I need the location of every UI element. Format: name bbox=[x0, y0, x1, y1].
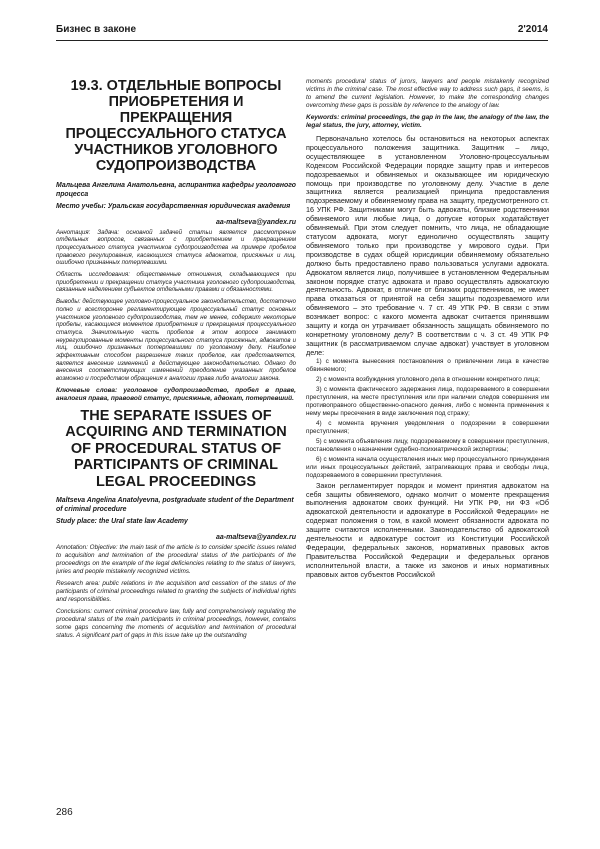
abstract-en-annotation: Annotation: Objective: the main task of the article is to consider specific issues related to acquisition and termination of the procedural status of the participants of the proceedings on the example of the legal deficiencies relating to the status of lawyers, juries and people mistakenly recognized victims. bbox=[56, 543, 296, 575]
left-column bbox=[56, 78, 296, 644]
issue-number: 2'2014 bbox=[517, 24, 548, 35]
article-title-en: THE SEPARATE ISSUES OF ACQUIRING AND TERMINATION OF PROCEDURAL STATUS OF PARTICIPANTS OF CRIMINAL LEGAL PROCEEDINGS bbox=[65, 407, 287, 490]
journal-name: Бизнес в законе bbox=[56, 24, 137, 35]
body-paragraph-2: Закон регламентирует порядок и момент принятия адвокатом на себя защиты обвиняемого, однако молчит о моменте прекращения выполнения адвокатом своих функций. Ни УПК РФ, ни ФЗ «Об адвокатской деятельности и адвокатуре в Российской Федерации» не содержат положения о том, в какой момент обязанности адвоката по защите считаются исполненными. Законодательство об адвокатской деятельности и адвокатуре состоит из Конституции Российской Федерации, федеральных законов, нормативных правовых актов Правительства Российской Федерации и федеральных органов исполнительной власти, а также из законов и иных нормативных правовых актов субъектов Российской bbox=[306, 480, 549, 579]
page-number: 286 bbox=[56, 807, 73, 818]
list-item: 3) с момента фактического задержания лица, подозреваемого в совершении преступления, на месте преступления или при наличии следов совершения им противоправного общественно-опасного деяния, либо с момента применения к нему меры пресечения в виде заключения под стражу; bbox=[306, 385, 549, 417]
author-email-ru[interactable]: aa-maltseva@yandex.ru bbox=[216, 218, 296, 226]
list-item: 6) с момента начала осуществления иных мер процессуального принуждения или иных процессуальных действий, затрагивающих права и свободы лица, подозреваемого в совершении преступления. bbox=[306, 455, 549, 479]
author-ru: Мальцева Ангелина Анатольевна, аспирантка кафедры уголовного процесса bbox=[56, 182, 296, 198]
abstract-en-area: Research area: public relations in the acquisition and cessation of the status of the participants of criminal proceedings related to granting the subjects of individual rights and responsibilities. bbox=[56, 579, 296, 603]
list-item: 5) с момента объявления лицу, подозреваемому в совершении преступления, постановления о назначении судебно-психиатрической экспертизы; bbox=[306, 437, 549, 453]
abstract-en-conclusions: Conclusions: current criminal procedure law, fully and comprehensively regulating the procedural status of the main participants in criminal proceedings, however, contains some gaps concerning the moments of acquisition and termination of procedural status. A significant part of gaps in this issue take up the outstanding bbox=[56, 607, 296, 639]
study-place-ru: Место учебы: Уральская государственная юридическая академия bbox=[56, 203, 291, 210]
abstract-ru-conclusions: Выводы: действующее уголовно-процессуальное законодательство, достаточно полно и всесторонне регламентирующее процессуальный статус основных участников уголовного судопроизводства, тем не менее, содержит некоторые пробелы, касающиеся моментов приобретения и прекращения процессуального статуса. Значительную часть пробелов в этом вопросе занимают неурегулированные моменты процессуального статуса присяжных, адвокатов и лиц, ошибочно признанных потерпевшими по уголовному делу. Наиболее эффективным способом разрешения таких пробелов, как представляется, является внесение изменений в действующее законодательство. Однако до внесения соответствующих изменений преодоление указанных пробелов возможно и посредством обращения к аналогии права либо аналогии закона. bbox=[56, 298, 296, 383]
moments-list bbox=[306, 358, 549, 480]
author-email-en[interactable]: aa-maltseva@yandex.ru bbox=[216, 533, 296, 541]
abstract-en-continued: moments procedural status of jurors, lawyers and people mistakenly recognized victims in the criminal case. The most effective way to address such gaps, it seems, is to amend the current legislation. However, to make the corresponding changes overcoming these gaps is possible by reference to the analogy of law. bbox=[306, 78, 549, 109]
keywords-ru: Ключевые слова: уголовное судопроизводство, пробел в праве, аналогия права, правовой статус, присяжные, адвокат, потерпевший. bbox=[56, 386, 296, 402]
running-header bbox=[56, 24, 548, 35]
list-item: 1) с момента вынесения постановления о привлечении лица в качестве обвиняемого; bbox=[306, 357, 549, 373]
body-paragraph-1: Первоначально хотелось бы остановиться на некоторых аспектах процессуального положения защитника. Защитник – лицо, осуществляющее в установленном Уголовно-процессуальным Кодексом Российской Федерации порядке защиту прав и интересов подозреваемых и обвиняемых и оказывающее им юридическую помощь при производстве по уголовному делу. Участие в деле защитника является реализацией принципа предоставления подозреваемому и обвиняемому права на защиту, предусмотренного ст. 16 УПК РФ. Защитниками могут быть адвокаты, близкие родственники обвиняемого или любые лица, о допуске которых ходатайствует обвиняемый. При этом следует помнить, что лица, не обладающие статусом адвоката, могут единолично осуществлять защиту обвиняемого только при производстве у мирового судьи. При производстве в судах общей юрисдикции обвиняемому обязательно должно быть предоставлено право пользоваться услугами адвоката. Адвокатом является лицо, получившее в установленном Федеральным законом порядке статус адвоката и право осуществлять адвокатскую деятельность. Адвокат, в отличие от близких родственников, не имеет права отказаться от принятой на себя защиты подозреваемого или обвиняемого – это требование ч. 7 ст. 49 УПК РФ. В связи с этим возникает вопрос: с какого момента адвокат считается принявшим защиту и когда он утрачивает обязанность защищать обвиняемого по конкретному уголовному делу? В соответствии с ч. 3 ст. 49 УПК РФ защитник (в рассматриваемом случае адвокат) участвует в уголовном деле: bbox=[306, 134, 549, 357]
keywords-en: Keywords: criminal proceedings, the gap in the law, the analogy of the law, the legal status, the jury, attorney, victim. bbox=[306, 114, 549, 129]
header-rule bbox=[56, 40, 548, 41]
author-en: Maltseva Angelina Anatolyevna, postgraduate student of the Department of criminal procedure bbox=[56, 497, 294, 513]
abstract-ru-task: Аннотация: Задача: основной задачей статьи является рассмотрение отдельных вопросов, связанных с приобретением и прекращением процессуального статуса участников судопроизводства на примере пробелов правового регулирования, касающихся статуса адвокатов, присяжных и лиц, ошибочно признанных потерпевшими. bbox=[56, 228, 296, 267]
list-item: 2) с момента возбуждения уголовного дела в отношении конкретного лица; bbox=[316, 375, 540, 383]
article-title-ru: 19.3. ОТДЕЛЬНЫЕ ВОПРОСЫ ПРИОБРЕТЕНИЯ И ПРЕКРАЩЕНИЯ ПРОЦЕССУАЛЬНОГО СТАТУСА УЧАСТНИКОВ УГОЛОВНОГО СУДОПРОИЗВОДСТВА bbox=[65, 78, 287, 174]
right-column bbox=[306, 78, 549, 580]
abstract-ru-area: Область исследования: общественные отношения, складывающиеся при приобретении и прекращении статуса участника уголовного судопроизводства, связанные наделением субъектов отдельными правами и обязанностями. bbox=[56, 271, 296, 294]
list-item: 4) с момента вручения уведомления о подозрении в совершении преступления; bbox=[306, 419, 549, 435]
study-place-en: Study place: the Ural state law Academy bbox=[56, 518, 188, 526]
